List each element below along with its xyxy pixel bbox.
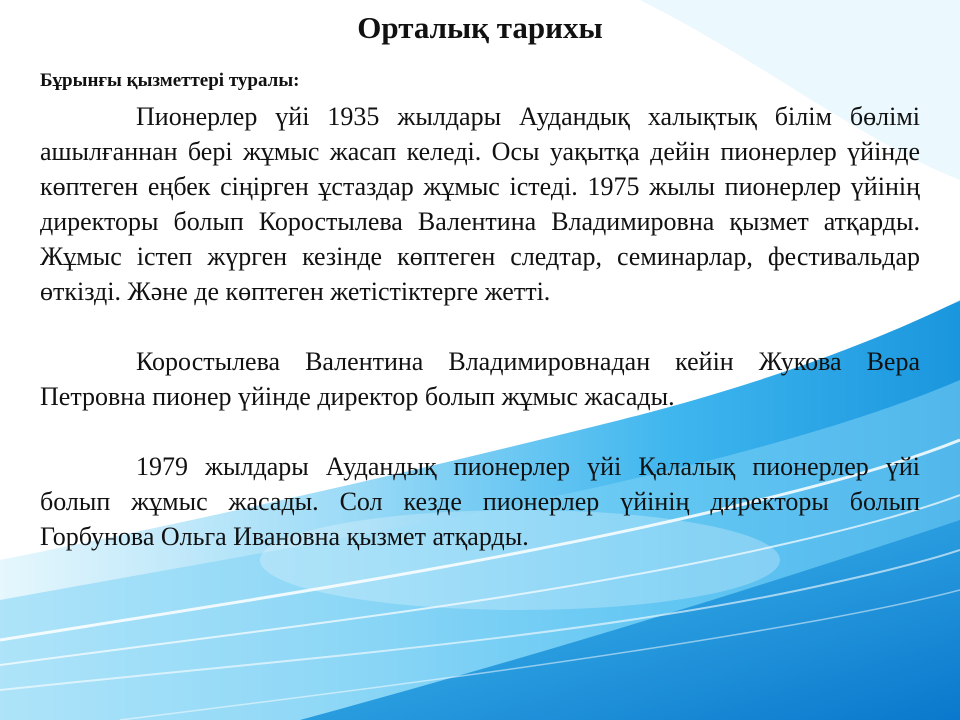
paragraph-zhukova: Коростылева Валентина Владимировнадан кейін Жукова Вера Петровна пионер үйінде директор болып жұмыс жасады. xyxy=(40,347,920,411)
body-text xyxy=(40,99,920,554)
slide-title: Орталық тарихы xyxy=(357,10,603,45)
section-subtitle: Бұрынғы қызметтері туралы: xyxy=(40,70,300,91)
paragraph-1979: 1979 жылдары Аудандық пионерлер үйі Қалалық пионерлер үйі болып жұмыс жасады. Сол кезде пионерлер үйінің директоры болып Горбунова Ольга Ивановна қызмет атқарды. xyxy=(40,452,920,551)
paragraph-history-1935: Пионерлер үйі 1935 жылдары Аудандық халықтық білім бөлімі ашылғаннан бері жұмыс жасап келеді. Осы уақытқа дейін пионерлер үйінде көптеген еңбек сіңірген ұстаздар жұмыс істеді. 1975 жылы пионерлер үйінің директоры болып Коростылева Валентина Владимировна қызмет атқарды. Жұмыс істеп жүрген кезінде көптеген следтар, семинарлар, фестивальдар өткізді. Және де көптеген жетістіктерге жетті. xyxy=(40,102,920,306)
